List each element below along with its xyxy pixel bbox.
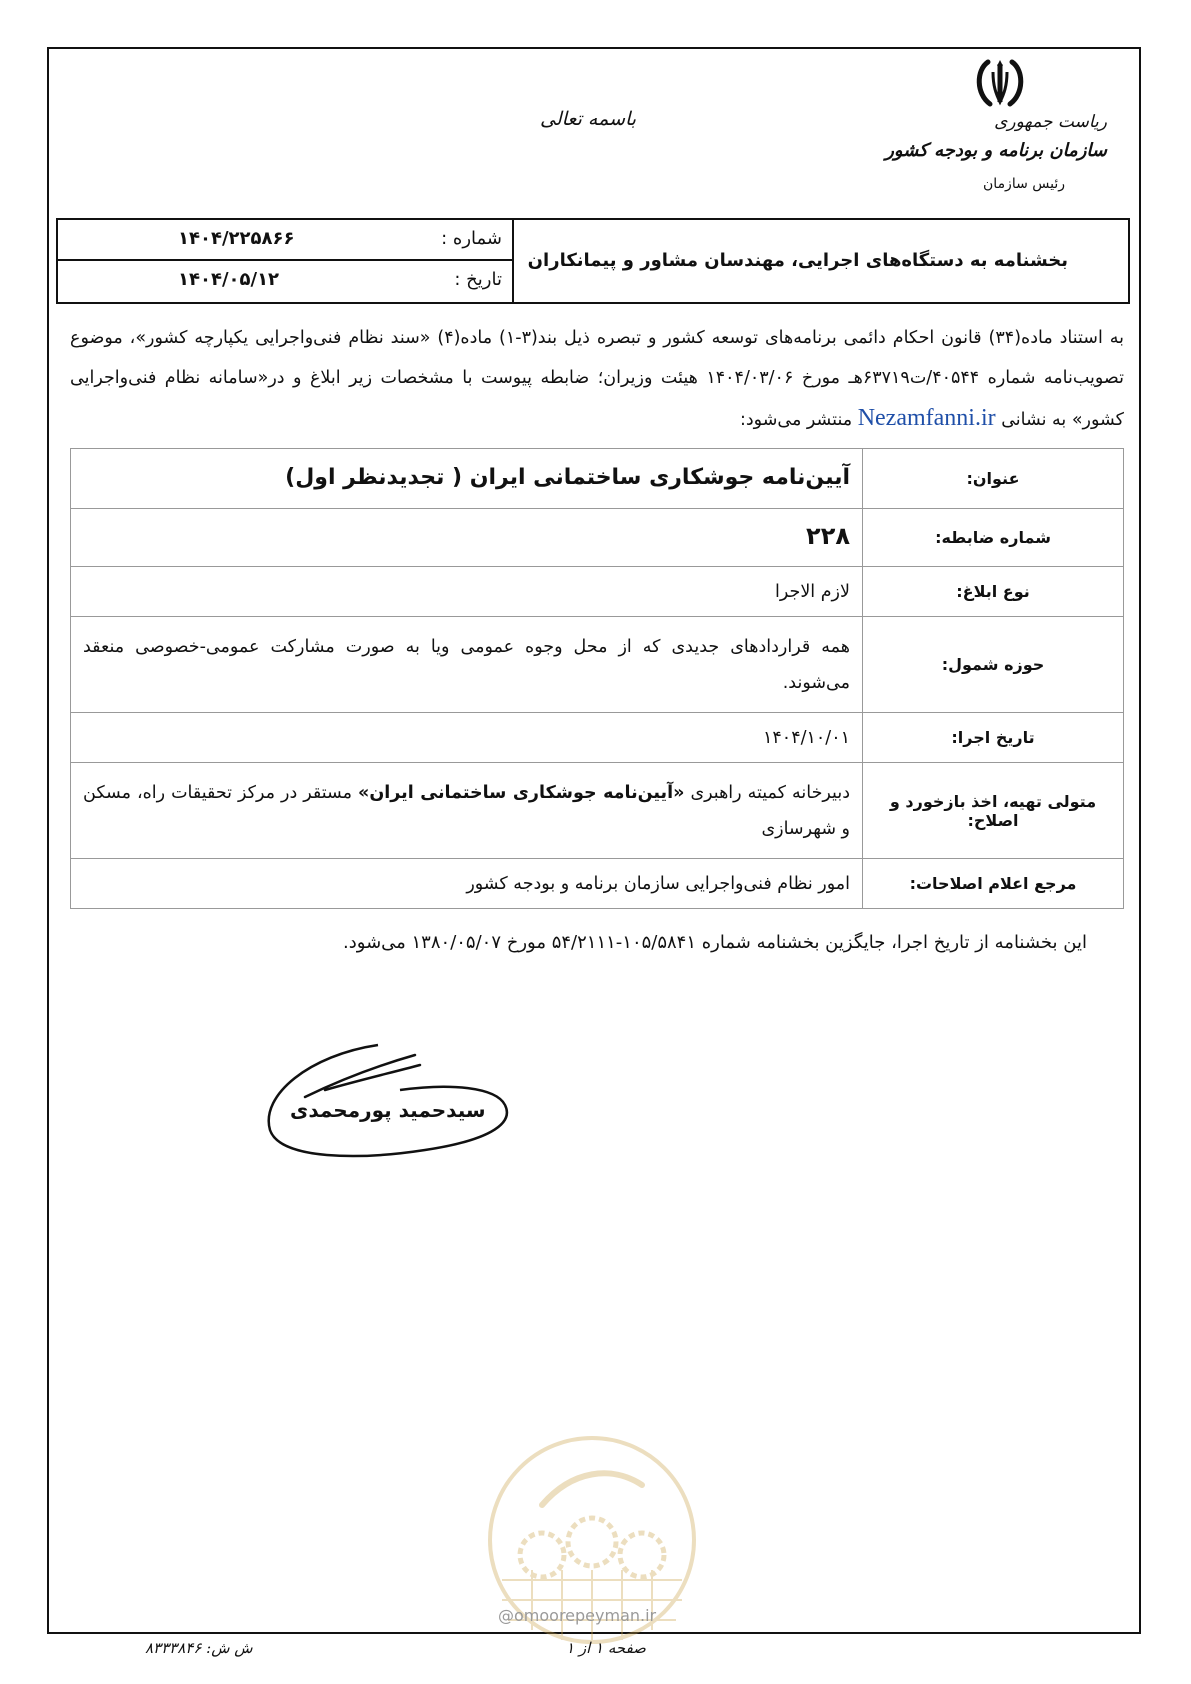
watermark-text: @omoorepeyman.ir [498, 1606, 657, 1625]
custodian-suffix: مستقر در مرکز تحقیقات راه، مسکن و شهرسازی [83, 782, 850, 839]
row-label: متولی تهیه، اخذ بازخورد و اصلاح: [863, 763, 1124, 859]
intro-paragraph [70, 318, 1124, 440]
org-line-pbo: سازمان برنامه و بودجه کشور [885, 140, 1107, 161]
serial-number: ش ش: ۸۳۳۳۸۴۶ [145, 1639, 253, 1657]
standard-title: آیین‌نامه جوشکاری ساختمانی ایران ( تجدیدنظر اول) [285, 465, 850, 490]
table-row [71, 567, 1124, 617]
bismillah: باسمه تعالی [540, 108, 637, 130]
row-label: تاریخ اجرا: [863, 713, 1124, 763]
table-row [71, 763, 1124, 859]
row-label: حوزه شمول: [863, 617, 1124, 713]
meta-number-row [58, 220, 512, 261]
page-number: صفحه ۱ از ۱ [566, 1639, 646, 1657]
row-value: ۱۴۰۴/۱۰/۰۱ [71, 713, 863, 763]
meta-number-date [58, 220, 514, 302]
number-label: شماره : [441, 228, 502, 249]
letter-meta-box [56, 218, 1130, 304]
row-value [71, 509, 863, 567]
date-value: ۱۴۰۴/۰۵/۱۲ [178, 269, 280, 290]
row-label: عنوان: [863, 449, 1124, 509]
intro-text-end: منتشر می‌شود: [739, 410, 853, 430]
site-link[interactable]: Nezamfanni.ir [857, 405, 996, 431]
iran-emblem-icon [970, 58, 1030, 110]
row-value [71, 763, 863, 859]
standard-number: ۲۲۸ [806, 522, 850, 550]
custodian-standard: «آیین‌نامه جوشکاری ساختمانی ایران» [358, 782, 685, 803]
closing-sentence: این بخشنامه از تاریخ اجرا، جایگزین بخشنامه شماره ۱۰۵/۵۸۴۱-۵۴/۲۱۱۱ مورخ ۱۳۸۰/۰۵/۰۷ می‌شود. [343, 932, 1087, 953]
meta-date-row [58, 261, 512, 302]
table-row [71, 449, 1124, 509]
table-row [71, 617, 1124, 713]
date-label: تاریخ : [454, 269, 502, 290]
letter-subject: بخشنامه به دستگاه‌های اجرایی، مهندسان مشاور و پیمانکاران [527, 250, 1068, 271]
signatory-name: سیدحمید پورمحمدی [290, 1098, 486, 1122]
spec-table [70, 448, 1124, 909]
row-value: لازم الاجرا [71, 567, 863, 617]
row-label: نوع ابلاغ: [863, 567, 1124, 617]
org-line-head: رئیس سازمان [983, 176, 1065, 192]
number-value: ۱۴۰۴/۲۲۵۸۶۶ [178, 228, 295, 249]
row-label: شماره ضابطه: [863, 509, 1124, 567]
row-value: همه قراردادهای جدیدی که از محل وجوه عمومی ویا به صورت مشارکت عمومی-خصوصی منعقد می‌شوند. [71, 617, 863, 713]
intro-text: به استناد ماده(۳۴) قانون احکام دائمی برنامه‌های توسعه کشور و تبصره ذیل بند(۳-۱) ماده(۴) «سند نظام فنی‌واجرایی یکپارچه کشور»، موضوع تصویب‌نامه شماره ۴۰۵۴۴/ت۶۳۷۱۹هـ مورخ ۱۴۰۴/۰۳/۰۶ هیئت وزیران؛ ضابطه پیوست با مشخصات زیر ابلاغ و در«سامانه نظام فنی‌واجرایی کشور» به نشانی [70, 328, 1124, 430]
row-value: امور نظام فنی‌واجرایی سازمان برنامه و بودجه کشور [71, 859, 863, 909]
table-row [71, 713, 1124, 763]
row-label: مرجع اعلام اصلاحات: [863, 859, 1124, 909]
table-row [71, 859, 1124, 909]
org-line-presidency: ریاست جمهوری [994, 112, 1107, 132]
table-row [71, 509, 1124, 567]
custodian-prefix: دبیرخانه کمیته راهبری [690, 782, 850, 803]
row-value [71, 449, 863, 509]
